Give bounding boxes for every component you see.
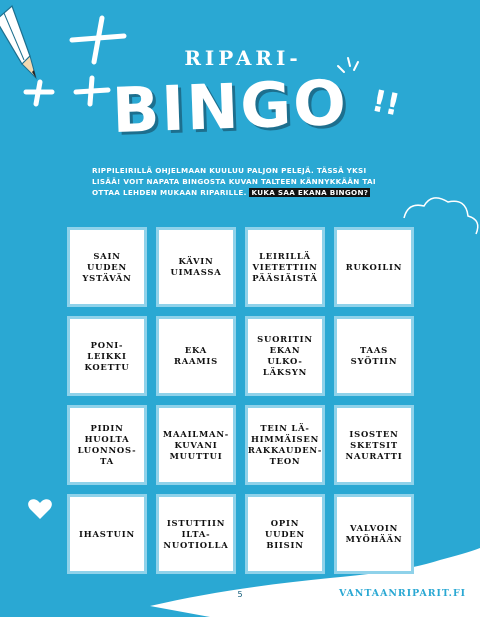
bingo-cell[interactable] [334,316,414,396]
bingo-cell-text: MAAILMAN- KUVANI MUUTTUI [162,428,230,461]
bingo-cell[interactable] [156,316,236,396]
bingo-cell[interactable] [245,405,325,485]
bingo-cell[interactable] [245,227,325,307]
heart-icon [28,499,52,519]
bingo-cell[interactable] [67,405,147,485]
bingo-cell-text: ISOSTEN SKETSIT NAURATTI [345,428,403,461]
bingo-cell[interactable] [245,316,325,396]
bingo-cell-text: TEIN LÄ- HIMMÄISEN RAKKAUDEN- TEON [247,423,323,466]
page-number: 5 [237,590,243,599]
bingo-cell-text: SAIN UUDEN YSTÄVÄN [82,250,132,283]
title-bingo: BINGO [110,65,350,148]
bingo-cell-text: IHASTUIN [79,528,135,539]
bingo-cell[interactable] [334,227,414,307]
bingo-cell-text: TAAS SYÖTIIN [350,345,398,366]
bingo-grid [67,227,414,574]
bingo-cell[interactable] [334,494,414,574]
bingo-cell-text: EKA RAAMIS [174,345,218,366]
bingo-cell-text: ISTUTTIIN ILTA- NUOTIOLLA [163,517,229,550]
title-ripari: RIPARI- [184,46,302,70]
bingo-cell[interactable] [156,405,236,485]
bingo-cell-text: LEIRILLÄ VIETETTIIN PÄÄSIÄISTÄ [252,250,318,283]
bingo-cell-text: RUKOILIN [345,261,403,272]
website-link[interactable]: VANTAANRIPARIT.FI [338,588,466,599]
pencil-icon [0,6,36,78]
bingo-cell[interactable] [67,494,147,574]
bingo-cell[interactable] [67,316,147,396]
bingo-cell-text: KÄVIN UIMASSA [170,256,222,277]
bingo-cell[interactable] [156,227,236,307]
bingo-cell-text: PONI- LEIKKI KOETTU [84,339,130,372]
bingo-cell[interactable] [334,405,414,485]
bingo-cell-text: SUORITIN EKAN ULKO- LÄKSYN [257,334,313,377]
intro-question: KUKA SAA EKANA BINGON? [251,188,369,197]
bingo-cell[interactable] [67,227,147,307]
exclamation-marks: !! [368,83,403,124]
bingo-cell-text: PIDIN HUOLTA LUONNOS- TA [77,423,137,466]
bingo-cell[interactable] [245,494,325,574]
intro-text [92,165,392,198]
bingo-cell[interactable] [156,494,236,574]
bingo-cell-text: VALVOIN MYÖHÄÄN [345,523,403,544]
cloud-doodle-icon [404,198,478,234]
bingo-cell-text: OPIN UUDEN BIISIN [265,517,305,550]
intro-paragraph: RIPPILEIRILLÄ OHJELMAAN KUULUU PALJON PELEJÄ. TÄSSÄ YKSI LISÄÄ! VOIT NAPATA BINGOSTA KUVAN TALTEEN KÄNNYKKÄÄN TAI OTTAA LEHDEN MUKAAN RIPARILLE. [92,166,376,197]
